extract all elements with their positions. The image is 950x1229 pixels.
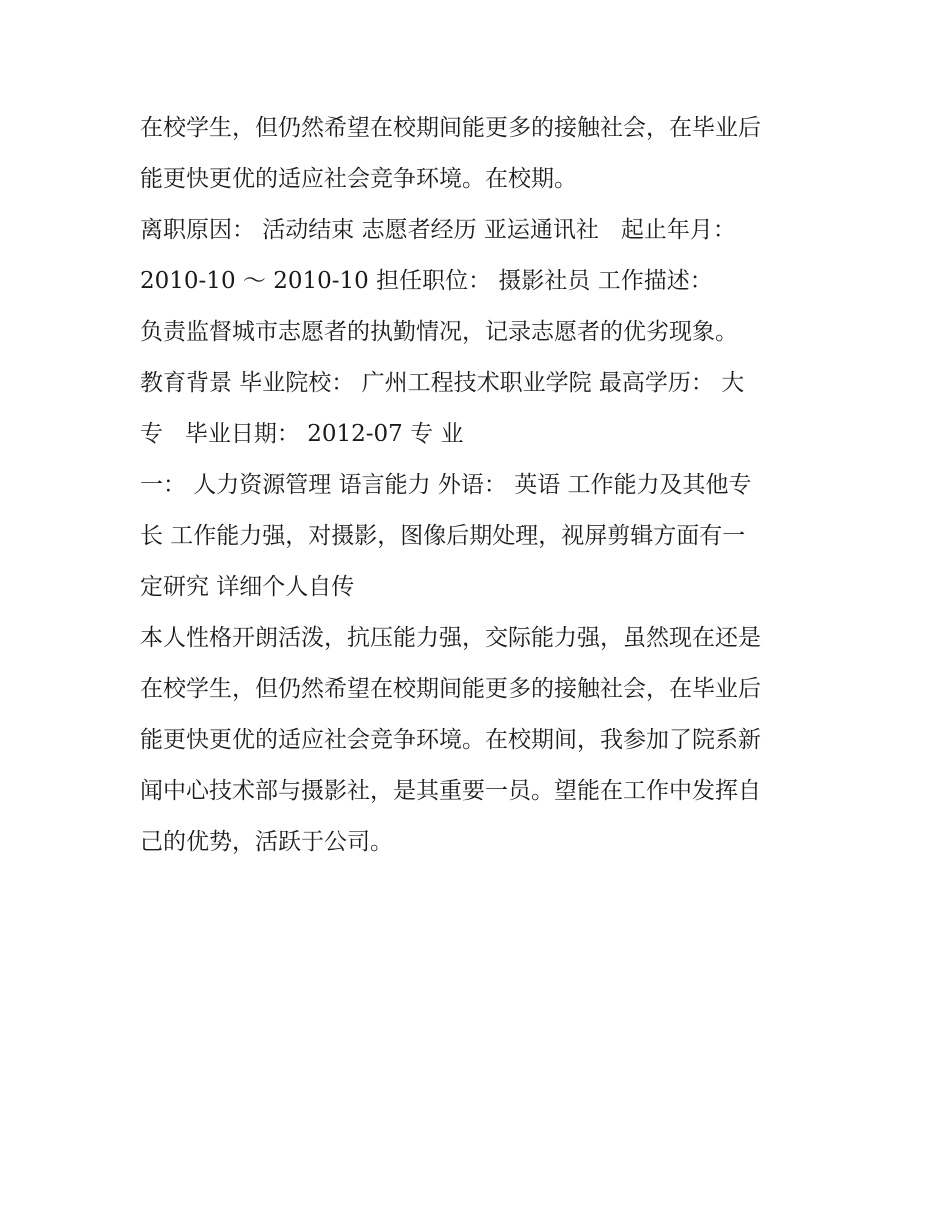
text-line-5: 负责监督城市志愿者的执勤情况，记录志愿者的优劣现象。 [140,319,738,345]
text-line-11: 本人性格开朗活泼，抗压能力强，交际能力强，虽然现在还是 [140,625,761,651]
text-line-1: 在校学生，但仍然希望在校期间能更多的接触社会，在毕业后 [140,115,761,141]
text-line-14: 闻中心技术部与摄影社，是其重要一员。望能在工作中发挥自 [140,778,761,804]
document-body [140,103,820,868]
text-line-6: 教育背景 毕业院校： 广州工程技术职业学院 最高学历： 大 [140,370,745,396]
text-line-10: 定研究 详细个人自传 [140,574,355,600]
text-line-7: 专 毕业日期： 2012-07 专 业 [140,421,464,447]
text-line-12: 在校学生，但仍然希望在校期间能更多的接触社会，在毕业后 [140,676,761,702]
text-line-4: 2010-10 ～ 2010-10 担任职位： 摄影社员 工作描述： [140,268,713,294]
text-line-2: 能更快更优的适应社会竞争环境。在校期。 [140,166,577,192]
text-line-13: 能更快更优的适应社会竞争环境。在校期间，我参加了院系新 [140,727,761,753]
text-line-8: 一： 人力资源管理 语言能力 外语： 英语 工作能力及其他专 [140,472,752,498]
text-line-9: 长 工作能力强，对摄影，图像后期处理，视屏剪辑方面有一 [140,523,746,549]
text-line-15: 己的优势，活跃于公司。 [140,829,393,855]
text-line-3: 离职原因： 活动结束 志愿者经历 亚运通讯社 起止年月： [140,217,736,243]
